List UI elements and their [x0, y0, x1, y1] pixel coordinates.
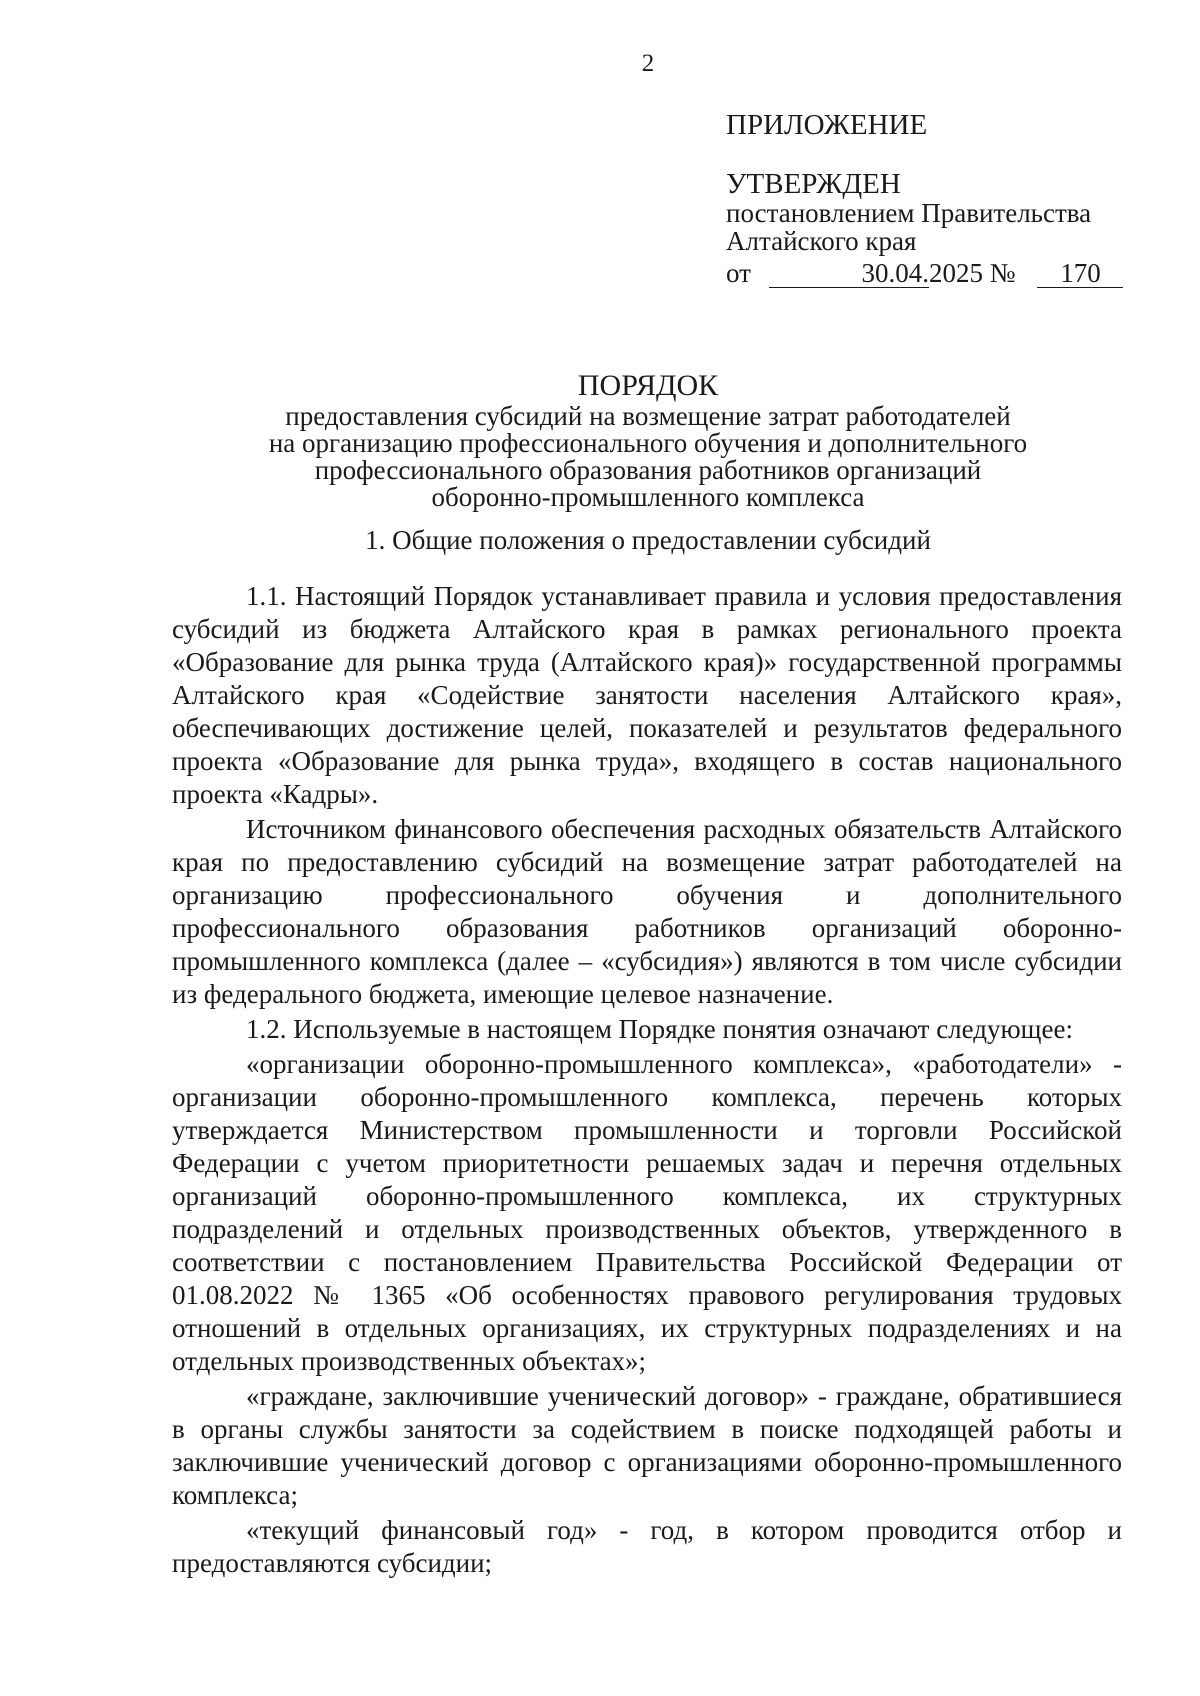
- approval-line-2: Алтайского края: [726, 226, 917, 256]
- document-title: [0, 369, 1200, 511]
- approval-date: 30.04.: [769, 259, 929, 288]
- paragraph: 1.2. Используемые в настоящем Порядке понятия означают следующее:: [246, 1014, 1073, 1044]
- title-line: предоставления субсидий на возмещение затрат работодателей: [285, 401, 1011, 431]
- title-main: ПОРЯДОК: [577, 369, 719, 402]
- paragraph: «организации оборонно-промышленного комплекса», «работодатели» - организации оборонно-промышленного комплекса, перечень которых утверждается Министерством промышленности и торговли Российской Федерации с учетом приоритетности решаемых задач и перечня отдельных организаций оборонно-промышленного комплекса, их структурных подразделений и отдельных производственных объектов, утвержденного в соответствии с постановлением Правительства Российской Федерации от 01.08.2022 № 1365 «Об особенностях правового регулирования трудовых отношений в отдельных организациях, их структурных подразделениях и на отдельных производственных объектах»;: [172, 1049, 1122, 1376]
- paragraph: «граждане, заключившие ученический договор» - граждане, обратившиеся в органы службы занятости за содействием в поиске подходящей работы и заключившие ученический договор с организациями оборонно-промышленного комплекса;: [172, 1381, 1122, 1510]
- approved-label: УТВЕРЖДЕН: [726, 168, 901, 200]
- document-body: [172, 580, 1122, 1580]
- approval-number: 170: [1037, 259, 1123, 288]
- approval-block: [726, 105, 1123, 289]
- appendix-label: ПРИЛОЖЕНИЕ: [726, 109, 928, 141]
- from-label: от: [726, 258, 751, 288]
- approval-year: 2025 №: [928, 258, 1016, 288]
- paragraph: Источником финансового обеспечения расходных обязательств Алтайского края по предоставлению субсидий на возмещение затрат работодателей на организацию профессионального обучения и дополнительного профессионального образования работников организаций оборонно-промышленного комплекса (далее – «субсидия») являются в том числе субсидии из федерального бюджета, имеющие целевое назначение.: [172, 814, 1122, 1009]
- approval-date-line: [726, 257, 1123, 289]
- approval-line-1: постановлением Правительства: [726, 198, 1092, 228]
- paragraph: 1.1. Настоящий Порядок устанавливает правила и условия предоставления субсидий из бюджета Алтайского края в рамках регионального проекта «Образование для рынка труда (Алтайского края)» государственной программы Алтайского края «Содействие занятости населения Алтайского края», обеспечивающих достижение целей, показателей и результатов федерального проекта «Образование для рынка труда», входящего в состав национального проекта «Кадры».: [172, 581, 1122, 809]
- paragraph: «текущий финансовый год» - год, в котором проводится отбор и предоставляются субсидии;: [172, 1515, 1122, 1578]
- title-line: оборонно-промышленного комплекса: [431, 482, 865, 512]
- section-heading: 1. Общие положения о предоставлении субсидий: [365, 525, 931, 555]
- page-number: 2: [641, 50, 655, 77]
- title-line: профессионального образования работников организаций: [314, 455, 982, 485]
- title-line: на организацию профессионального обучения и дополнительного: [268, 428, 1028, 458]
